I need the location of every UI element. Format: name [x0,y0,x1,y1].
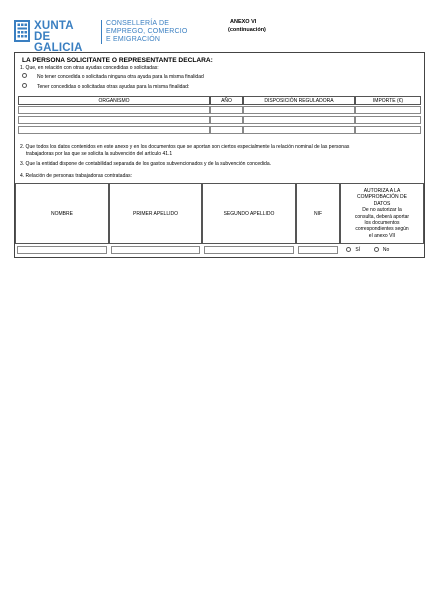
aids-organismo-field[interactable] [18,106,210,114]
auth-line: los documentos [364,219,400,226]
auth-line: De no autorizar la [362,207,402,214]
worker-primer-apellido-field[interactable] [111,246,200,254]
item-2-line2: trabajadoras por las que se solicita la subvención del artículo 41.1 [26,151,173,157]
workers-header-nombre: NOMBRE [15,183,109,244]
annex-heading [228,18,266,34]
auth-line: el anexo VII [368,232,396,239]
worker-nombre-field[interactable] [17,246,107,254]
option-other-aids[interactable] [22,83,27,91]
aids-disposicion-field[interactable] [243,116,355,124]
workers-header-segundo-apellido: SEGUNDO APELLIDO [202,183,296,244]
annex-subtitle: (continuación) [228,27,266,33]
item-4-text: 4. Relación de personas trabajadoras contratadas: [20,173,133,179]
section-title: LA PERSONA SOLICITANTE O REPRESENTANTE DECLARA: [22,57,213,64]
radio-no-aids[interactable] [22,73,27,78]
auth-line: COMPROBACIÓN DE [356,194,407,201]
auth-line: consulta, deberá aportar [354,213,410,220]
aids-importe-field[interactable] [355,116,421,124]
option-no-aids-label: No tener concedida o solicitada ninguna otra ayuda para la misma finalidad [37,74,204,80]
auth-line: DATOS [373,200,391,207]
workers-header-autoriza [340,183,424,244]
aids-importe-field[interactable] [355,126,421,134]
aids-header-organismo: ORGANISMO [18,96,210,105]
option-no-aids[interactable] [22,73,27,81]
option-other-aids-label: Tener concedidas o solicitadas otras ayudas para la misma finalidad: [37,84,190,90]
table-row [18,105,421,115]
logo-text-line1: XUNTA [34,20,74,32]
table-row [18,115,421,125]
radio-other-aids[interactable] [22,83,27,88]
radio-authorize-yes[interactable] [346,247,351,252]
workers-header-primer-apellido: PRIMER APELLIDO [109,183,202,244]
aids-header-disposicion: DISPOSICIÓN REGULADORA [243,96,355,105]
department-line: E EMIGRACIÓN [106,35,161,43]
worker-segundo-apellido-field[interactable] [204,246,294,254]
item-2-line1: 2. Que todos los datos contenidos en este anexo y en los documentos que se aportan son ciertos especialmente la relación nominal de las personas [20,144,350,150]
annex-title: ANEXO VI [230,19,257,25]
aids-organismo-field[interactable] [18,126,210,134]
workers-table [15,183,424,256]
aids-organismo-field[interactable] [18,116,210,124]
xunta-crest-icon [14,20,30,42]
aids-header-importe: IMPORTE (€) [355,96,421,105]
authorize-no-label: No [382,247,390,253]
aids-ano-field[interactable] [210,126,243,134]
workers-header-nif: NIF [296,183,340,244]
aids-disposicion-field[interactable] [243,106,355,114]
department-line: EMPREGO, COMERCIO [106,27,188,35]
aids-ano-field[interactable] [210,116,243,124]
table-row [18,125,421,135]
aids-header-ano: AÑO [210,96,243,105]
header-divider [101,20,102,44]
department-line: CONSELLERÍA DE [106,20,170,27]
auth-line: correspondientes según [355,226,409,233]
worker-nif-field[interactable] [298,246,338,254]
department-name [106,20,188,43]
authorize-yes-label: SÍ [355,247,361,253]
table-row [15,244,424,256]
auth-line: AUTORIZA A LA [363,187,401,194]
radio-authorize-no[interactable] [374,247,379,252]
item-1-text: 1. Que, en relación con otras ayudas concedidas o solicitadas: [20,65,159,71]
aids-table [18,96,421,135]
item-3-text: 3. Que la entidad dispone de contabilidad separada de los gastos subvencionados y de la subvención concedida. [20,161,272,167]
aids-disposicion-field[interactable] [243,126,355,134]
xunta-logo [14,18,102,54]
aids-importe-field[interactable] [355,106,421,114]
aids-ano-field[interactable] [210,106,243,114]
logo-text-line2: DE GALICIA [34,31,83,54]
